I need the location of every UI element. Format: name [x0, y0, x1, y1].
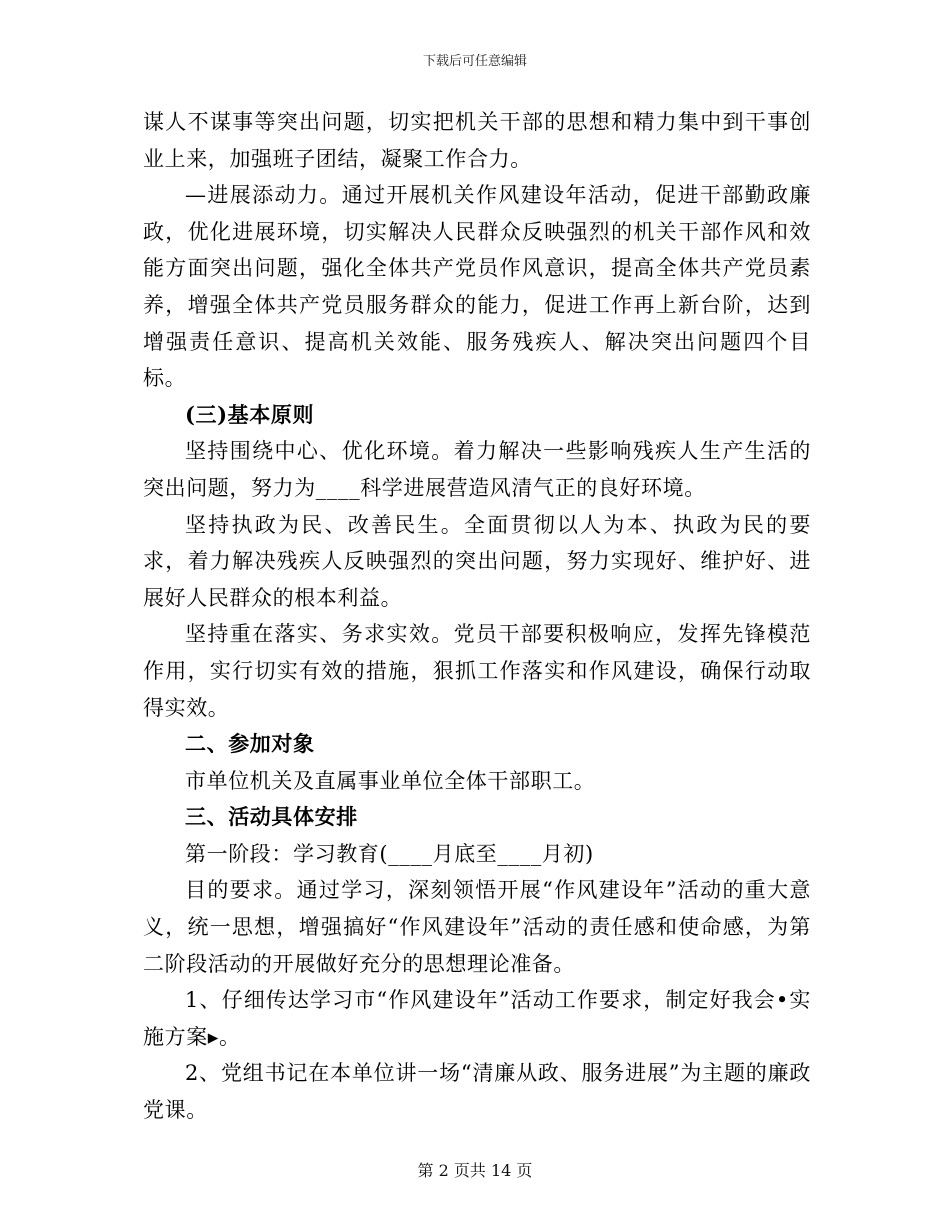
paragraph-5: 坚持重在落实、务求实效。党员干部要积极响应，发挥先锋模范作用，实行切实有效的措施，狠抓工作落实和作风建设，确保行动取得实效。: [143, 622, 811, 720]
paragraph-9: 1、仔细传达学习市“作风建设年”活动工作要求，制定好我会•实施方案▸。: [143, 988, 811, 1049]
page-header: 下载后可任意编辑: [422, 54, 527, 69]
paragraph-4: 坚持执政为民、改善民生。全面贯彻以人为本、执政为民的要求，着力解决残疾人反映强烈的突出问题，努力实现好、维护好、进展好人民群众的根本利益。: [143, 512, 811, 610]
paragraph-6: 市单位机关及直属事业单位全体干部职工。: [185, 768, 596, 793]
section-heading-basic-principles: (三)基本原则: [185, 401, 315, 427]
paragraph-8: 目的要求。通过学习，深刻领悟开展“作风建设年”活动的重大意义，统一思想，增强搞好“作风建设年”活动的责任感和使命感，为第二阶段活动的开展做好充分的思想理论准备。: [143, 878, 811, 976]
page-footer: 第 2 页共 14 页: [417, 1161, 533, 1180]
section-heading-participants: 二、参加对象: [185, 731, 315, 757]
paragraph-10: 2、党组书记在本单位讲一场“清廉从政、服务进展”为主题的廉政党课。: [143, 1061, 811, 1123]
paragraph-2: —进展添动力。通过开展机关作风建设年活动，促进干部勤政廉政，优化进展环境，切实解决人民群众反映强烈的机关干部作风和效能方面突出问题，强化全体共产党员作风意识，提高全体共产党员素养，增强全体共产党员服务群众的能力，促进工作再上新台阶，达到增强责任意识、提高机关效能、服务残疾人、解决突出问题四个目标。: [143, 183, 811, 391]
paragraph-1: 谋人不谋事等突出问题，切实把机关干部的思想和精力集中到干事创业上来，加强班子团结，凝聚工作合力。: [143, 110, 811, 171]
paragraph-7: 第一阶段：学习教育(____月底至____月初): [185, 841, 594, 866]
paragraph-3: 坚持围绕中心、优化环境。着力解决一些影响残疾人生产生活的突出问题，努力为____科学进展营造风清气正的良好环境。: [143, 439, 811, 500]
section-heading-arrangements: 三、活动具体安排: [185, 804, 358, 830]
document-body: [143, 104, 811, 1129]
